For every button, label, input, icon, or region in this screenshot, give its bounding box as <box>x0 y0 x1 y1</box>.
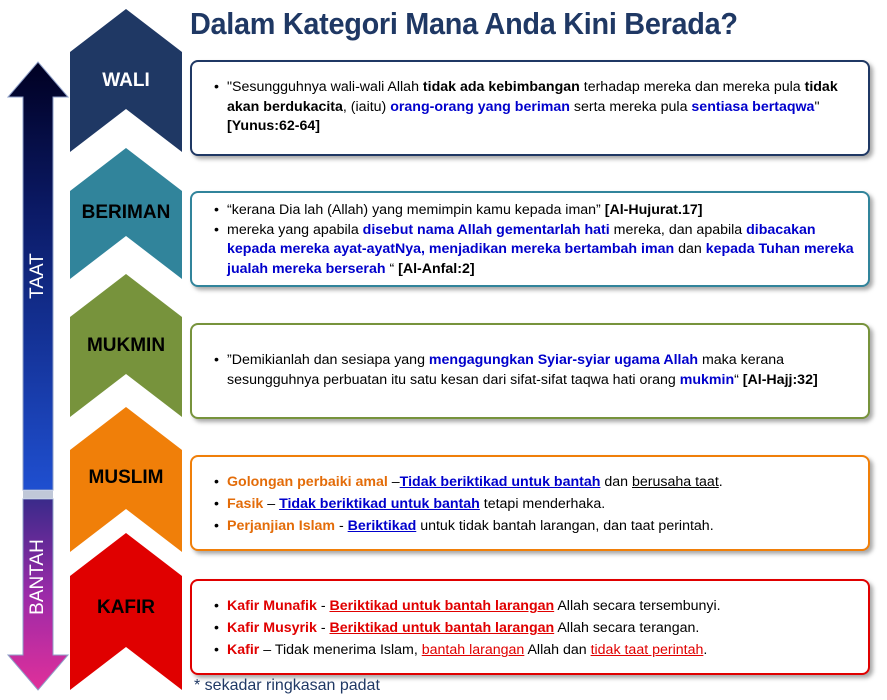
page-title: Dalam Kategori Mana Anda Kini Berada? <box>190 6 738 41</box>
footnote: * sekadar ringkasan padat <box>194 677 380 694</box>
category-label-muslim: MUSLIM <box>88 467 164 488</box>
mukmin-quote: • ”Demikianlah dan sesiapa yang mengagungkan Syiar-syiar ugama Allah maka kerana sesungguhnya perbuatan itu satu kesan dari sifat-sifat taqwa hati orang mukmin“ [Al-Hajj:32] <box>214 351 854 390</box>
kafir-item-1: • Kafir Munafik - Beriktikad untuk bantah larangan Allah secara tersembunyi. <box>214 595 854 617</box>
wali-quote: • "Sesungguhnya wali-wali Allah tidak ada kebimbangan terhadap mereka dan mereka pula tidak akan berdukacita, (iaitu) orang-orang yang beriman serta mereka pula sentiasa bertaqwa" [Yunus:62-64] <box>214 78 854 137</box>
kafir-item-2: • Kafir Musyrik - Beriktikad untuk bantah larangan Allah secara terangan. <box>214 617 854 639</box>
muslim-item-3: • Perjanjian Islam - Beriktikad untuk tidak bantah larangan, dan taat perintah. <box>214 515 854 537</box>
category-label-beriman: BERIMAN <box>81 202 171 223</box>
category-label-wali: WALI <box>102 70 150 91</box>
muslim-item-2: • Fasik – Tidak beriktikad untuk bantah tetapi menderhaka. <box>214 493 854 515</box>
beriman-quote-2: • mereka yang apabila disebut nama Allah gementarlah hati mereka, dan apabila dibacakan kepada mereka ayat-ayatNya, menjadikan mereka bertambah iman dan kepada Tuhan mereka jualah mereka berserah “ [Al-Anfal:2] <box>214 221 854 280</box>
kafir-description-box <box>190 579 870 675</box>
category-label-kafir: KAFIR <box>96 597 156 618</box>
muslim-item-1: • Golongan perbaiki amal –Tidak beriktikad untuk bantah dan berusaha taat. <box>214 471 854 493</box>
bantah-label: BANTAH <box>27 539 48 615</box>
arrow-divider <box>23 491 53 498</box>
wali-description-box <box>190 60 870 156</box>
beriman-quote-1: • “kerana Dia lah (Allah) yang memimpin kamu kepada iman” [Al-Hujurat.17] <box>214 201 854 221</box>
beriman-description-box <box>190 191 870 287</box>
kafir-item-3: • Kafir – Tidak menerima Islam, bantah larangan Allah dan tidak taat perintah. <box>214 639 854 661</box>
mukmin-description-box <box>190 323 870 419</box>
muslim-description-box <box>190 455 870 551</box>
category-label-mukmin: MUKMIN <box>86 335 166 356</box>
taat-label: TAAT <box>27 253 48 299</box>
